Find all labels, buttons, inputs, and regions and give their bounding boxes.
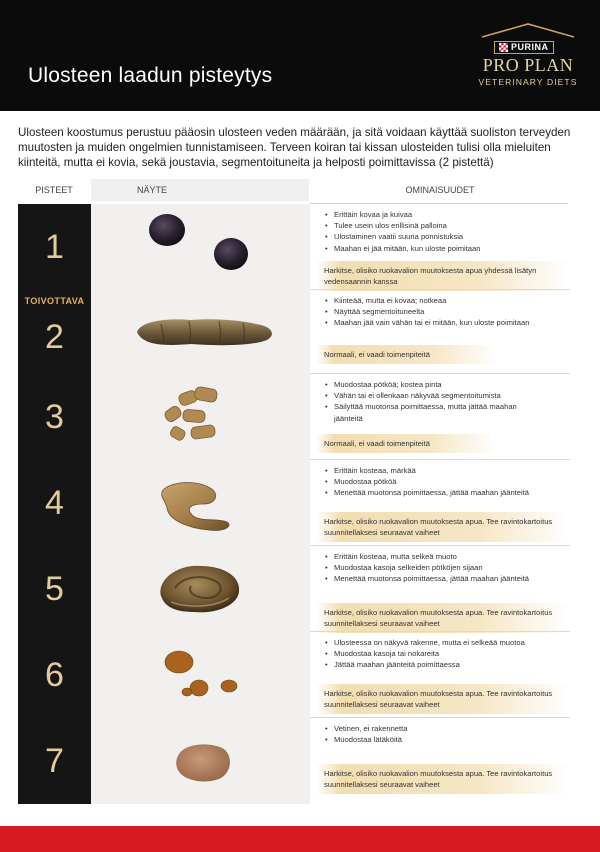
score-number: 6 <box>45 656 64 694</box>
list-item: • Erittäin kovaa ja kuivaa <box>334 209 570 220</box>
list-item: • Kiinteää, mutta ei kovaa; notkeaa <box>334 295 570 306</box>
list-item: • Menettää muotonsa poimittaessa, jättää maahan jäänteitä <box>334 573 570 584</box>
sample-cell <box>91 718 310 804</box>
list-item: • Säilyttää muotonsa poimittaessa, mutta jättää maahan jäänteitä <box>334 401 534 423</box>
list-item: • Muodostaa pötköä <box>334 476 570 487</box>
purina-pro-plan-logo <box>472 22 584 92</box>
list-item: • Muodostaa lätäköitä <box>334 734 570 745</box>
intro-paragraph: Ulosteen koostumus perustuu pääosin ulosteen veden määrään, ja sitä voidaan käyttää suoliston terveyden muutosten ja muiden ongelmien tunnistamiseen. Terveen koiran tai kissan ulosteiden tulisi olla mieluiten kiinteitä, mutta ei kovia, sekä joustavia, segmentoituneita ja helposti poimittavissa (2 pistettä) <box>18 126 571 170</box>
column-header-properties: OMINAISUUDET <box>405 185 475 195</box>
list-item: • Näyttää segmentoituneelta <box>334 306 570 317</box>
score-number: 5 <box>45 570 64 608</box>
stool-sample-4-image <box>91 460 310 546</box>
recommendation-note: Normaali, ei vaadi toimenpiteitä <box>316 434 496 453</box>
list-item: • Erittäin kosteaa, mutta selkeä muoto <box>334 551 570 562</box>
properties-cell <box>310 718 570 804</box>
row-divider <box>310 459 570 460</box>
list-item: • Erittäin kosteaa, märkää <box>334 465 570 476</box>
score-cell <box>18 374 91 460</box>
purina-checkerboard-icon <box>499 43 508 52</box>
recommendation-note: Normaali, ei vaadi toimenpiteitä <box>316 345 496 364</box>
score-cell <box>18 204 91 290</box>
recommendation-note: Harkitse, olisiko ruokavalion muutoksesta apua yhdessä lisätyn vedensaannin kanssa <box>316 261 570 291</box>
logo-veterinary-diets: VETERINARY DIETS <box>478 77 578 87</box>
stool-sample-7-image <box>91 718 310 804</box>
column-header-sample: NÄYTE <box>91 179 309 201</box>
score-cell <box>18 460 91 546</box>
score-cell <box>18 718 91 804</box>
sample-cell <box>91 204 310 290</box>
stool-sample-6-image <box>91 632 310 718</box>
recommendation-note: Harkitse, olisiko ruokavalion muutoksesta apua. Tee ravintokartoitus suunnitellaksesi seuraavat vaiheet <box>316 603 570 633</box>
sample-cell <box>91 632 310 718</box>
sample-cell <box>91 546 310 632</box>
page-title: Ulosteen laadun pisteytys <box>28 64 273 87</box>
preferred-tag: TOIVOTTAVA <box>24 296 85 306</box>
properties-list <box>310 460 570 499</box>
column-header-score: PISTEET <box>35 185 73 195</box>
score-cell <box>18 290 91 374</box>
sample-cell <box>91 374 310 460</box>
table-row <box>18 460 570 546</box>
score-cell <box>18 546 91 632</box>
list-item: • Menettää muotonsa poimittaessa, jättää maahan jäänteitä <box>334 487 570 498</box>
list-item: • Vähän tai ei ollenkaan näkyvää segmentoitumista <box>334 390 570 401</box>
logo-roof-icon <box>480 22 576 38</box>
score-number: 4 <box>45 484 64 522</box>
list-item: • Tulee usein ulos erillisinä palloina <box>334 220 570 231</box>
row-divider <box>310 631 570 632</box>
list-item: • Maahan jää vain vähän tai ei mitään, kun uloste poimitaan <box>334 317 570 328</box>
list-item: • Muodostaa kasoja tai nokareita <box>334 648 570 659</box>
properties-cell <box>310 374 570 460</box>
logo-proplan: PRO PLAN <box>482 55 574 75</box>
row-divider <box>310 545 570 546</box>
recommendation-note: Harkitse, olisiko ruokavalion muutoksesta apua. Tee ravintokartoitus suunnitellaksesi seuraavat vaiheet <box>316 512 570 542</box>
table-row <box>18 204 570 290</box>
properties-list <box>310 546 570 585</box>
properties-list <box>310 204 570 254</box>
list-item: • Vetinen, ei rakennetta <box>334 723 570 734</box>
stool-sample-5-image <box>91 546 310 632</box>
properties-cell <box>310 460 570 546</box>
score-number: 1 <box>45 228 64 266</box>
score-cell <box>18 632 91 718</box>
list-item: • Jättää maahan jäänteitä poimittaessa <box>334 659 570 670</box>
table-row <box>18 718 570 804</box>
purina-badge: PURINA <box>494 41 554 54</box>
properties-cell <box>310 546 570 632</box>
list-item: • Ulosteessa on näkyvä rakenne, mutta ei selkeää muotoa <box>334 637 570 648</box>
properties-list <box>310 374 570 424</box>
list-item: • Muodostaa kasoja selkeiden pötköjen sijaan <box>334 562 570 573</box>
stool-sample-1-image <box>91 204 310 290</box>
stool-sample-3-image <box>91 374 310 460</box>
table-row <box>18 546 570 632</box>
properties-list <box>310 290 570 329</box>
table-row <box>18 632 570 718</box>
properties-cell <box>310 290 570 374</box>
recommendation-note: Harkitse, olisiko ruokavalion muutoksesta apua. Tee ravintokartoitus suunnitellaksesi seuraavat vaiheet <box>316 764 570 794</box>
row-divider <box>310 289 570 290</box>
sample-cell <box>91 460 310 546</box>
page-header <box>0 0 600 111</box>
properties-list <box>310 718 570 745</box>
list-item: • Maahan ei jää mitään, kun uloste poimitaan <box>334 243 570 254</box>
sample-cell <box>91 290 310 374</box>
footer-bar <box>0 826 600 852</box>
score-number: 3 <box>45 398 64 436</box>
recommendation-note: Harkitse, olisiko ruokavalion muutoksesta apua. Tee ravintokartoitus suunnitellaksesi seuraavat vaiheet <box>316 684 570 714</box>
list-item: • Muodostaa pötköä; kostea pinta <box>334 379 570 390</box>
row-divider <box>310 373 570 374</box>
properties-list <box>310 632 570 671</box>
properties-cell <box>310 204 570 290</box>
properties-cell <box>310 632 570 718</box>
table-row <box>18 374 570 460</box>
list-item: • Ulostaminen vaatii suuria ponnistuksia <box>334 231 570 242</box>
table-row <box>18 290 570 374</box>
score-number: 7 <box>45 742 64 780</box>
score-number: 2 <box>45 318 64 356</box>
row-divider <box>310 717 570 718</box>
stool-sample-2-image <box>91 290 310 374</box>
